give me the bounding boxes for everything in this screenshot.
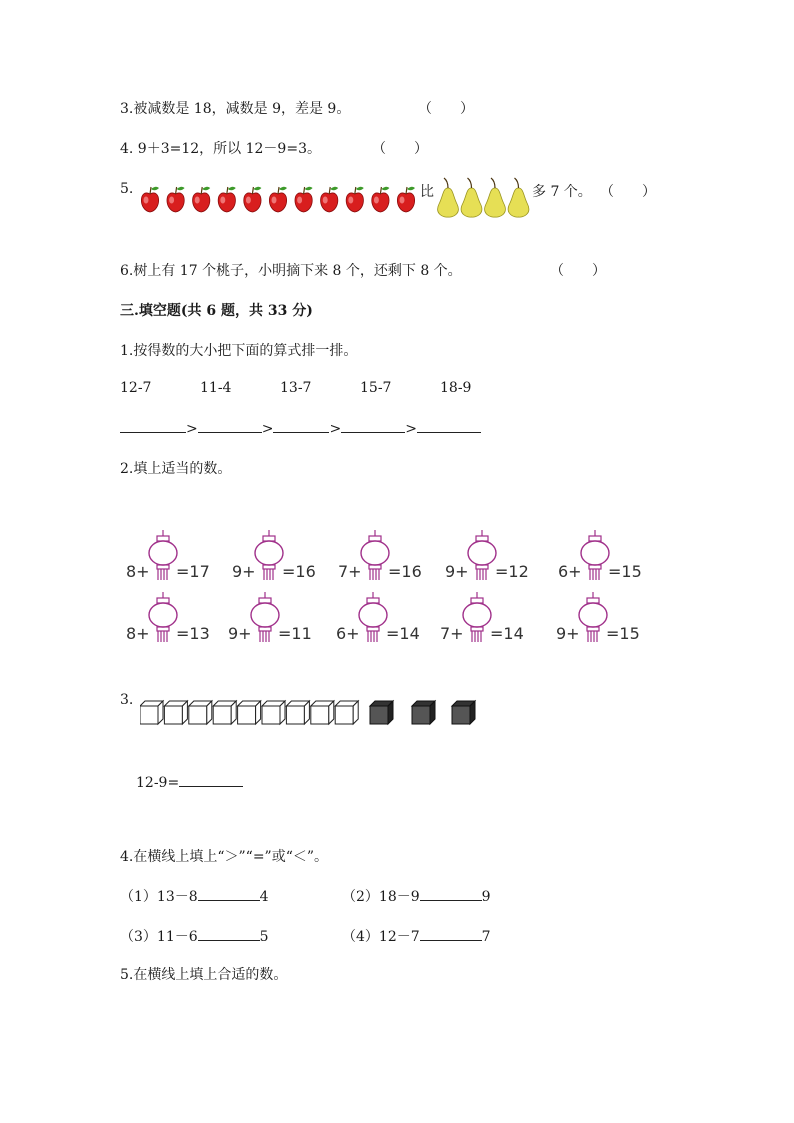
compare-item-4	[342, 926, 491, 946]
equation-right: =15	[608, 562, 642, 581]
question-4-text: 4. 9＋3=12，所以 12－9=3。	[120, 141, 321, 157]
apple-icon	[346, 187, 364, 212]
equation-left: 7+	[338, 562, 362, 581]
white-cube-icon	[262, 701, 285, 724]
ordering-blanks	[120, 418, 481, 437]
fill-3-number: 3.	[120, 692, 134, 708]
cube-group	[140, 697, 485, 729]
lantern-icon[interactable]	[465, 530, 499, 582]
black-cube-icon	[452, 701, 475, 724]
apple-icon	[167, 187, 185, 212]
equation-right: =14	[490, 624, 524, 643]
lantern-icon[interactable]	[460, 592, 494, 644]
white-cube-icon	[213, 701, 236, 724]
order-blank-2[interactable]	[198, 418, 262, 433]
equation-left: 9+	[232, 562, 256, 581]
order-blank-3[interactable]	[273, 418, 329, 433]
apple-icon	[321, 187, 339, 212]
fill-3-equation	[136, 772, 243, 791]
apple-icon	[269, 187, 287, 212]
white-cube-icon	[286, 701, 309, 724]
lantern-icon[interactable]	[356, 592, 390, 644]
section-title: 三.填空题(共 6 题，共 33 分)	[120, 303, 313, 319]
equation-left: 7+	[440, 624, 464, 643]
compare-blank-2[interactable]	[420, 886, 482, 901]
equation-right: =15	[606, 624, 640, 643]
apple-icon	[141, 187, 159, 212]
apple-icon	[218, 187, 236, 212]
equation-left: 8+	[126, 562, 150, 581]
question-3-text: 3.被减数是 18，减数是 9，差是 9。	[120, 101, 351, 117]
white-cube-icon	[238, 701, 261, 724]
answer-paren-q6[interactable]: （ ）	[550, 263, 606, 279]
equation-blank[interactable]	[179, 772, 243, 787]
gt-sign: >	[405, 421, 417, 437]
pear-group	[436, 176, 532, 220]
question-6	[120, 260, 462, 280]
equation-left: 6+	[336, 624, 360, 643]
equation-right: =16	[282, 562, 316, 581]
compare-right: 7	[481, 929, 491, 945]
equation-right: =12	[495, 562, 529, 581]
white-cube-icon	[164, 701, 187, 724]
compare-label: （3）11－6	[120, 929, 198, 945]
expression-4: 15-7	[360, 380, 392, 396]
question-4	[120, 138, 321, 158]
equation-left: 9+	[556, 624, 580, 643]
fill-2-text: 2.填上适当的数。	[120, 461, 232, 477]
question-3	[120, 98, 350, 118]
equation-left: 9+	[445, 562, 469, 581]
compare-right: 4	[259, 889, 269, 905]
pear-icon	[485, 178, 506, 217]
apple-icon	[295, 187, 313, 212]
question-5-tail: 多 7 个。	[532, 184, 592, 200]
black-cube-icon	[370, 701, 393, 724]
fill-4-text: 4.在横线上填上“＞”“=”或“＜”。	[120, 849, 329, 865]
lantern-icon[interactable]	[578, 530, 612, 582]
lantern-icon[interactable]	[146, 592, 180, 644]
compare-label: （2）18－9	[342, 889, 420, 905]
pear-icon	[438, 178, 459, 217]
fill-5-text: 5.在横线上填上合适的数。	[120, 967, 288, 983]
apple-group	[138, 178, 418, 218]
compare-item-3	[120, 926, 269, 946]
expression-3: 13-7	[280, 380, 312, 396]
apple-icon	[244, 187, 262, 212]
compare-blank-3[interactable]	[198, 926, 260, 941]
order-blank-1[interactable]	[120, 418, 186, 433]
compare-label: （4）12－7	[342, 929, 420, 945]
gt-sign: >	[329, 421, 342, 437]
compare-right: 9	[481, 889, 491, 905]
equation-left: 9+	[228, 624, 252, 643]
apple-icon	[372, 187, 390, 212]
equation-right: =17	[176, 562, 210, 581]
equation-left: 6+	[558, 562, 582, 581]
pear-icon	[461, 178, 482, 217]
apple-icon	[397, 187, 415, 212]
equation-left: 8+	[126, 624, 150, 643]
lantern-icon[interactable]	[252, 530, 286, 582]
compare-blank-1[interactable]	[198, 886, 260, 901]
answer-paren-q3[interactable]: （ ）	[418, 101, 474, 117]
fill-1-text: 1.按得数的大小把下面的算式排一排。	[120, 343, 358, 359]
question-5-bi: 比	[420, 184, 434, 200]
lantern-icon[interactable]	[248, 592, 282, 644]
question-6-text: 6.树上有 17 个桃子，小明摘下来 8 个，还剩下 8 个。	[120, 263, 462, 279]
lantern-icon[interactable]	[358, 530, 392, 582]
compare-right: 5	[259, 929, 269, 945]
compare-blank-4[interactable]	[420, 926, 482, 941]
equation-right: =14	[386, 624, 420, 643]
pear-icon	[508, 178, 529, 217]
compare-item-1	[120, 886, 269, 906]
black-cube-icon	[412, 701, 435, 724]
white-cube-icon	[311, 701, 334, 724]
equation-text: 12-9=	[136, 775, 180, 791]
gt-sign: >	[261, 421, 274, 437]
answer-paren-q5[interactable]: （ ）	[600, 184, 656, 200]
order-blank-5[interactable]	[417, 418, 481, 433]
white-cube-icon	[140, 701, 163, 724]
white-cube-icon	[189, 701, 212, 724]
apple-icon	[193, 187, 211, 212]
lantern-icon[interactable]	[146, 530, 180, 582]
equation-right: =16	[388, 562, 422, 581]
lantern-icon[interactable]	[576, 592, 610, 644]
expression-5: 18-9	[440, 380, 472, 396]
answer-paren-q4[interactable]: （ ）	[372, 141, 428, 157]
white-cube-icon	[335, 701, 358, 724]
expression-2: 11-4	[200, 380, 232, 396]
expression-1: 12-7	[120, 380, 152, 396]
compare-item-2	[342, 886, 491, 906]
gt-sign: >	[186, 421, 198, 437]
question-5-number: 5.	[120, 181, 134, 197]
order-blank-4[interactable]	[341, 418, 405, 433]
equation-right: =13	[176, 624, 210, 643]
equation-right: =11	[278, 624, 312, 643]
compare-label: （1）13－8	[120, 889, 198, 905]
